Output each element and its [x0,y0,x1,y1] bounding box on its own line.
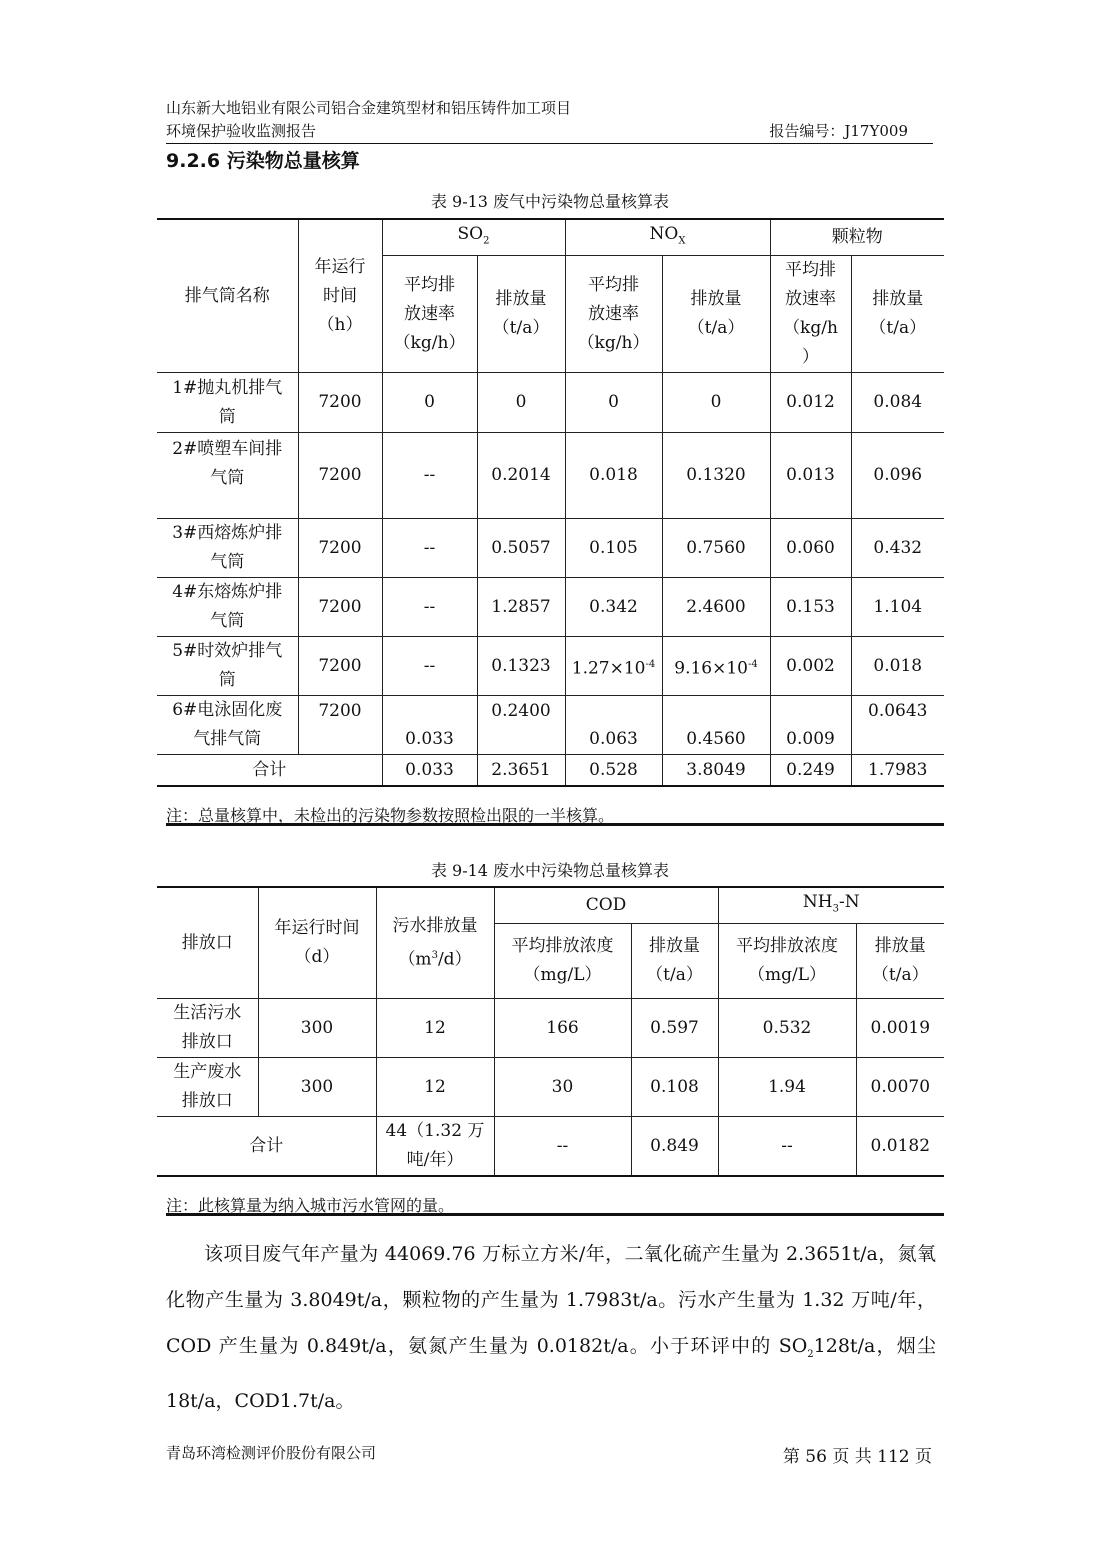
header-nox-rate: 平均排 放速率 （kg/h） [565,256,662,373]
header-cod-emission: 排放量 （t/a） [631,924,718,999]
header-so2-rate: 平均排 放速率 （kg/h） [382,256,477,373]
header-so2-emission: 排放量 （t/a） [477,256,565,373]
header-pm-emission: 排放量 （t/a） [851,256,944,373]
table-row: 生活污水 排放口 300 12 166 0.597 0.532 0.0019 [157,999,944,1058]
table-row: 2#喷塑车间排 气筒 7200 -- 0.2014 0.018 0.1320 0.013 0.096 [157,433,944,519]
table-total-row: 合计 44（1.32 万 吨/年） -- 0.849 -- 0.0182 [157,1117,944,1177]
header-report-title: 环境保护验收监测报告 [166,122,317,140]
table2-note: 注：此核算量为纳入城市污水管网的量。 [166,1196,455,1215]
header-pm-rate: 平均排 放速率 （kg/h ） [770,256,851,373]
header-outlet: 排放口 [157,887,258,999]
header-cod-conc: 平均排放浓度 （mg/L） [494,924,631,999]
header-cod: COD [494,887,718,924]
waste-gas-table [157,218,944,787]
wastewater-table [157,886,944,1177]
header-rule [166,143,933,144]
table-row: 4#东熔炼炉排 气筒 7200 -- 1.2857 0.342 2.4600 0.153 1.104 [157,578,944,637]
table1-note: 注：总量核算中，未检出的污染物参数按照检出限的一半核算。 [166,806,615,825]
table-row: 1#抛丸机排气 筒 7200 0 0 0 0 0.012 0.084 [157,373,944,433]
table2-caption: 表 9-14 废水中污染物总量核算表 [430,861,670,880]
section-title: 9.2.6 污染物总量核算 [166,150,360,172]
header-so2: $SO_2$ [382,219,565,256]
table-row: 5#时效炉排气 筒 7200 -- 0.1323 $1.27\times 10^{-4}$ $9.16\times 10^{-4}$ 0.002 0.018 [157,637,944,696]
header-nh3n: $NH_3-N$ [718,887,944,924]
header-annual-hours: 年运行 时间 （h） [298,219,382,373]
header-nh3-conc: 平均排放浓度 （mg/L） [718,924,856,999]
header-nh3-emission: 排放量 （t/a） [856,924,944,999]
table1-caption: 表 9-13 废气中污染物总量核算表 [430,192,670,211]
note-rule [166,1213,944,1216]
table-row: 3#西熔炼炉排 气筒 7200 -- 0.5057 0.105 0.7560 0.060 0.432 [157,519,944,578]
header-flow: 污水排放量 $(m^3/d)$ [376,887,494,999]
footer-company: 青岛环湾检测评价股份有限公司 [166,1444,377,1462]
header-pm: 颗粒物 [770,219,944,256]
header-project-title: 山东新大地铝业有限公司铝合金建筑型材和铝压铸件加工项目 [166,99,572,117]
page-number: 第 56 页 共 112 页 [782,1447,932,1467]
header-stack-name: 排气筒名称 [157,219,298,373]
header-annual-days: 年运行时间 （d） [258,887,376,999]
note-rule [166,823,944,826]
table-row: 生产废水 排放口 300 12 30 0.108 1.94 0.0070 [157,1058,944,1117]
report-code: 报告编号：J17Y009 [769,122,908,140]
header-nox-emission: 排放量 （t/a） [662,256,770,373]
table-row: 6#电泳固化废 气排气筒 7200 0.033 0.2400 0.063 0.4560 0.009 0.0643 [157,696,944,755]
summary-paragraph: 该项目废气年产量为 44069.76 万标立方米/年，二氧化硫产生量为 2.3651t/a，氮氧化物产生量为 3.8049t/a，颗粒物的产生量为 1.7983t/a。污水产生量为 1.32 万吨/年，COD 产生量为 0.849t/a，氨氮产生量为 0.0182t/a。小于环评中的 $SO_2128t/a$，烟尘 18t/a，COD1.7t/a。 [166,1243,936,1412]
table-total-row: 合计 0.033 2.3651 0.528 3.8049 0.249 1.7983 [157,755,944,786]
header-nox: $NO_X$ [565,219,770,256]
